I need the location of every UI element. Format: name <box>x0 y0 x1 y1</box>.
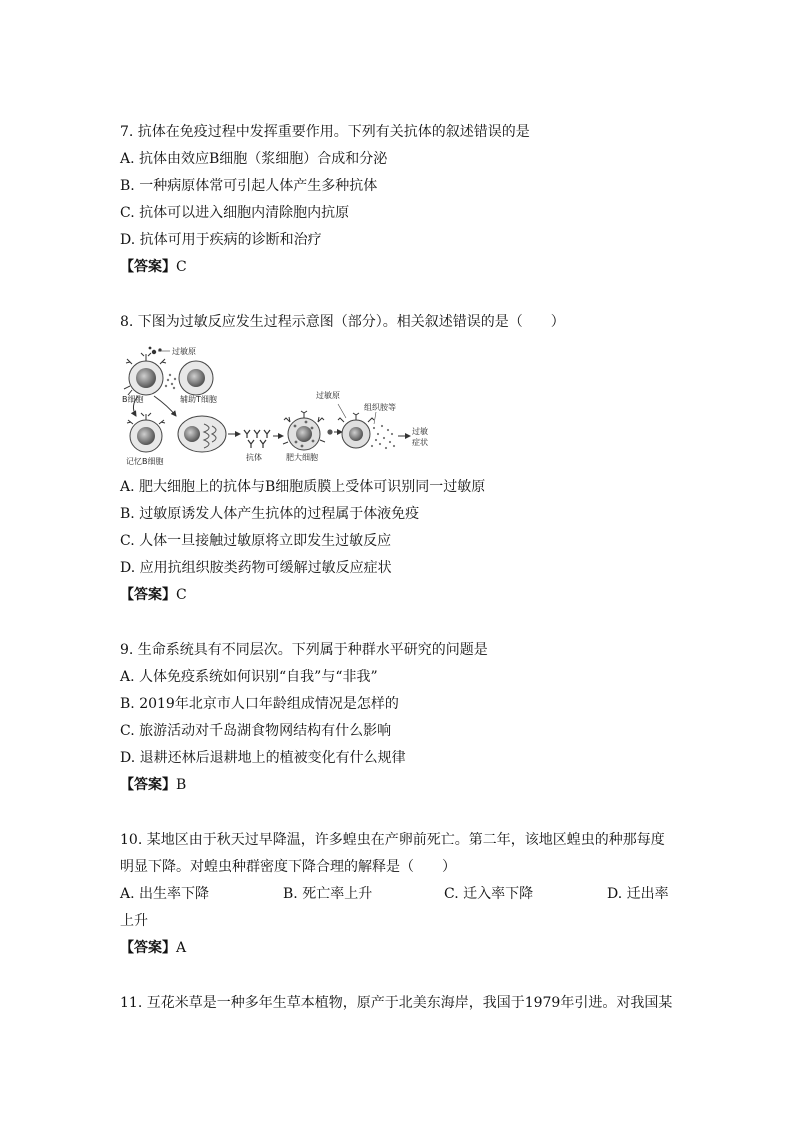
q10-option-c: C. 迁入率下降 <box>444 886 534 902</box>
q9-option-d: D. 退耕还林后退耕地上的植被变化有什么规律 <box>120 750 406 766</box>
label-helper-t: 辅助T细胞 <box>180 395 217 404</box>
label-antibody: 抗体 <box>246 453 262 462</box>
q9-answer <box>120 776 186 794</box>
q7-option-b: B. 一种病原体常可引起人体产生多种抗体 <box>120 178 378 194</box>
q10-answer <box>120 939 186 957</box>
q8-option-c: C. 人体一旦接触过敏原将立即发生过敏反应 <box>120 533 392 549</box>
q7-stem: 7. 抗体在免疫过程中发挥重要作用。下列有关抗体的叙述错误的是 <box>120 124 530 140</box>
q11-stem: 11. 互花米草是一种多年生草本植物，原产于北美东海岸，我国于1979年引进。对我国某 <box>120 995 673 1011</box>
label-memory-b: 记忆B细胞 <box>126 457 164 466</box>
label-symptom-1: 过敏 <box>412 427 428 436</box>
q8-option-d: D. 应用抗组织胺类药物可缓解过敏反应症状 <box>120 560 392 576</box>
q10-option-d-continuation: 上升 <box>120 913 148 929</box>
q8-option-b: B. 过敏原诱发人体产生抗体的过程属于体液免疫 <box>120 506 420 522</box>
allergy-process-diagram <box>120 344 430 470</box>
q9-answer-value: B <box>176 777 187 793</box>
label-leader-line-histamine <box>374 412 376 424</box>
q10-option-d: D. 迁出率 <box>607 886 669 902</box>
q10-option-a: A. 出生率下降 <box>120 886 210 902</box>
q7-answer-value: C <box>176 259 187 275</box>
q8-answer-value: C <box>176 587 187 603</box>
label-leader-line-allergen <box>338 404 346 418</box>
q8-option-a: A. 肥大细胞上的抗体与B细胞质膜上受体可识别同一过敏原 <box>120 479 486 495</box>
label-b-cell: B细胞 <box>122 395 144 404</box>
q9-stem: 9. 生命系统具有不同层次。下列属于种群水平研究的问题是 <box>120 642 488 658</box>
q7-option-d: D. 抗体可用于疾病的诊断和治疗 <box>120 232 322 248</box>
q10-answer-value: A <box>176 940 187 956</box>
label-allergen-mid: 过敏原 <box>316 391 340 400</box>
q9-option-a: A. 人体免疫系统如何识别“自我”与“非我” <box>120 669 378 685</box>
q9-answer-label: 【答案】 <box>120 777 176 793</box>
label-mast-cell: 肥大细胞 <box>286 453 318 462</box>
plasma-cell-icon <box>178 416 226 452</box>
antibody-icon <box>244 430 270 448</box>
label-symptom-2: 症状 <box>412 438 428 447</box>
q7-option-a: A. 抗体由效应B细胞（浆细胞）合成和分泌 <box>120 151 388 167</box>
degranulating-mast-cell-icon <box>338 413 395 449</box>
helper-t-cell-icon <box>179 361 213 395</box>
mast-cell-icon <box>283 411 325 450</box>
label-histamine: 组织胺等 <box>364 403 396 412</box>
arrow-b-to-plasma <box>154 396 176 416</box>
label-allergen-top: 过敏原 <box>172 347 196 356</box>
q10-option-b: B. 死亡率上升 <box>283 886 373 902</box>
q10-stem-line-2: 明显下降。对蝗虫种群密度下降合理的解释是（ ） <box>120 859 456 875</box>
q7-answer <box>120 258 187 276</box>
q10-stem-line-1: 10. 某地区由于秋天过早降温，许多蝗虫在产卵前死亡。第二年，该地区蝗虫的种那每度 <box>120 832 665 848</box>
memory-b-cell-icon <box>127 413 165 452</box>
allergen-dot-icon <box>327 429 332 434</box>
q9-option-c: C. 旅游活动对千岛湖食物网结构有什么影响 <box>120 723 392 739</box>
q7-answer-label: 【答案】 <box>120 259 176 275</box>
b-cell-icon <box>124 353 166 395</box>
q9-option-b: B. 2019年北京市人口年龄组成情况是怎样的 <box>120 696 399 712</box>
q8-answer <box>120 586 187 604</box>
q10-answer-label: 【答案】 <box>120 940 176 956</box>
q8-stem: 8. 下图为过敏反应发生过程示意图（部分）。相关叙述错误的是（ ） <box>120 314 565 330</box>
q7-option-c: C. 抗体可以进入细胞内清除胞内抗原 <box>120 205 350 221</box>
q8-answer-label: 【答案】 <box>120 587 176 603</box>
